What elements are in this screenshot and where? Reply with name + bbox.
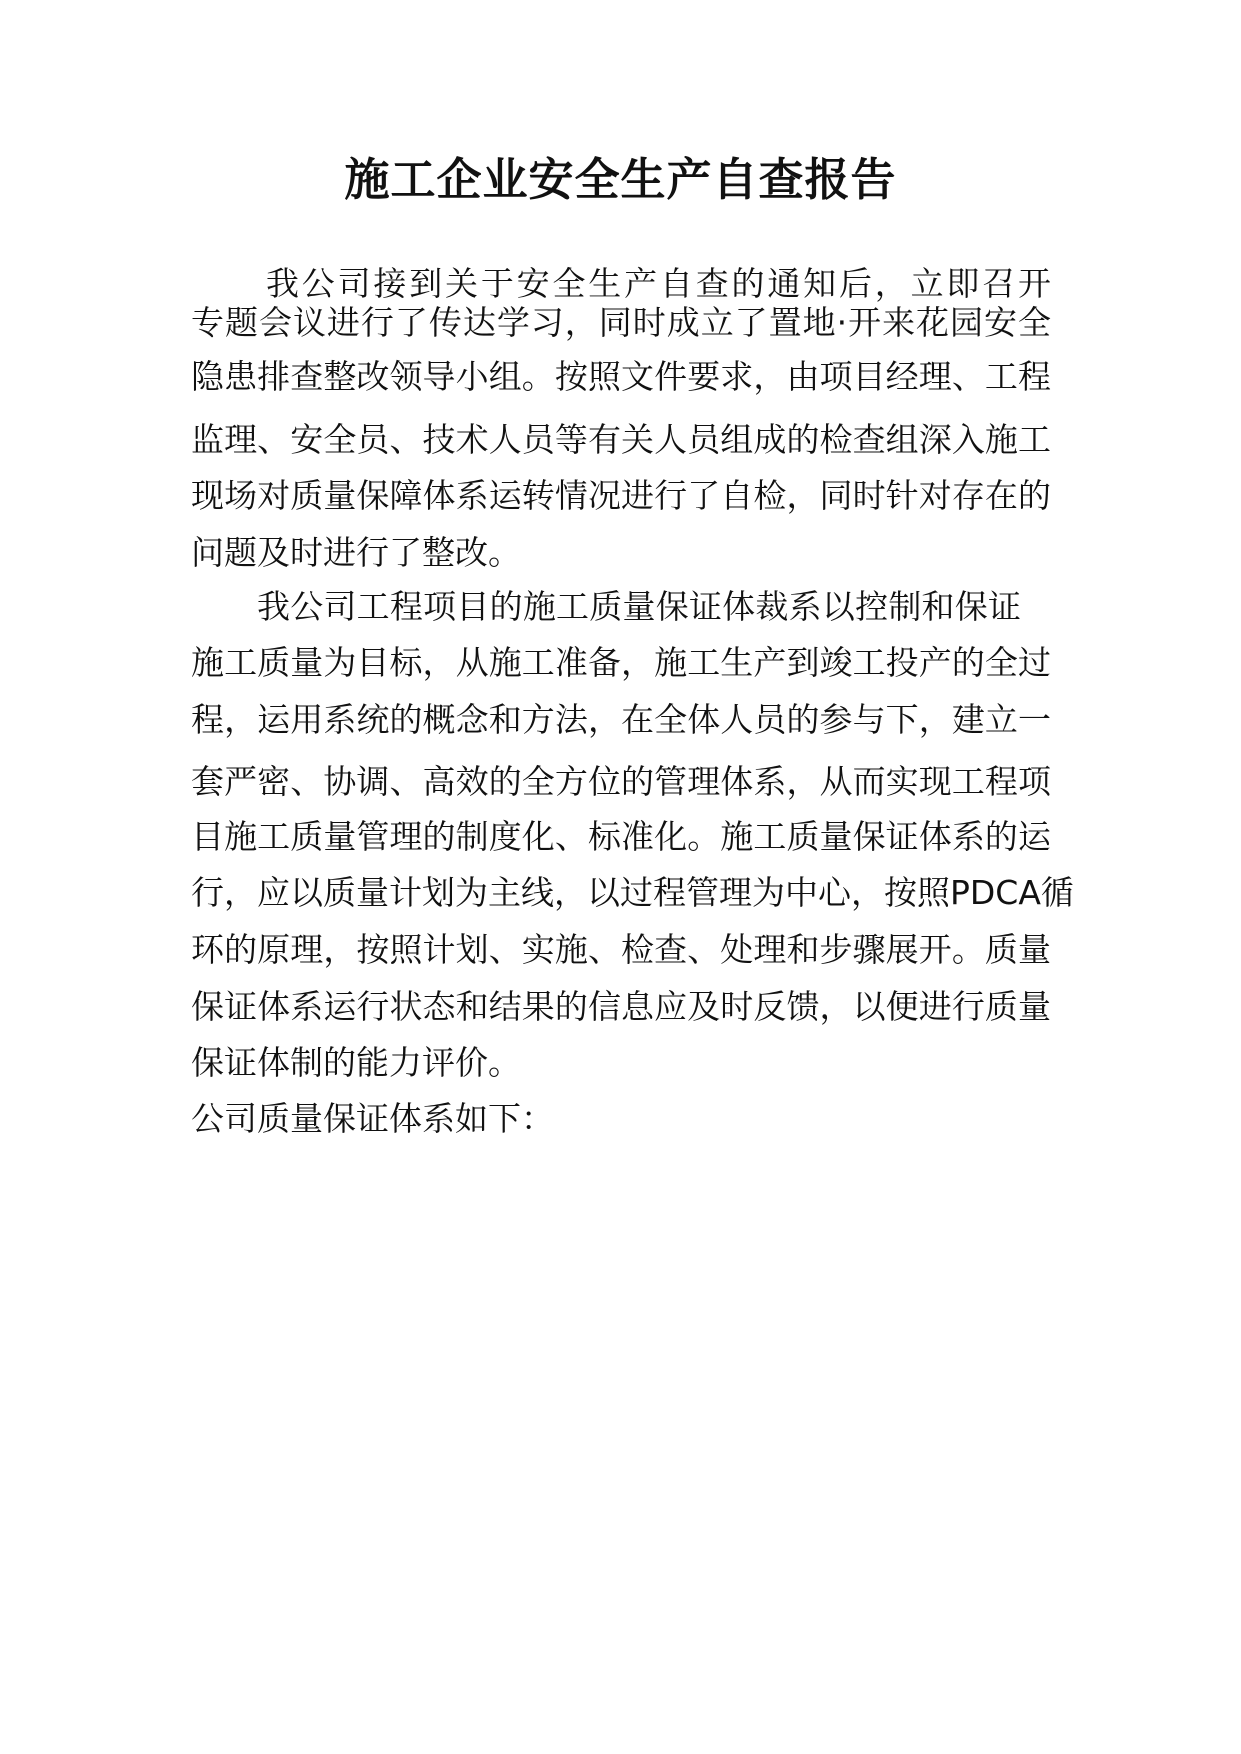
paragraph-2-line-9: 保证体制的能力评价。 (191, 1043, 521, 1082)
paragraph-2-line-3: 程，运用系统的概念和方法，在全体人员的参与下，建立一 (191, 700, 1051, 739)
paragraph-2-line-2: 施工质量为目标，从施工准备，施工生产到竣工投产的全过 (191, 643, 1051, 682)
paragraph-1-line-1: 我公司接到关于安全生产自查的通知后，立即召开 (266, 264, 1051, 303)
paragraph-2-line-6: 行，应以质量计划为主线，以过程管理为中心，按照PDCA循 (191, 873, 1074, 912)
paragraph-1-line-3: 隐患排查整改领导小组。按照文件要求，由项目经理、工程 (191, 357, 1051, 396)
paragraph-2-line-7: 环的原理，按照计划、实施、检查、处理和步骤展开。质量 (191, 930, 1051, 969)
paragraph-1-line-2: 专题会议进行了传达学习，同时成立了置地·开来花园安全 (191, 303, 1051, 342)
document-title: 施工企业安全生产自查报告 (344, 153, 897, 206)
paragraph-1-line-5: 现场对质量保障体系运转情况进行了自检，同时针对存在的 (191, 476, 1051, 515)
paragraph-2-line-1: 我公司工程项目的施工质量保证体裁系以控制和保证 (257, 587, 1021, 626)
paragraph-1-line-6: 问题及时进行了整改。 (191, 533, 521, 572)
paragraph-1-line-4: 监理、安全员、技术人员等有关人员组成的检查组深入施工 (191, 420, 1051, 459)
paragraph-2-line-4: 套严密、协调、高效的全方位的管理体系，从而实现工程项 (191, 762, 1051, 801)
closing-line: 公司质量保证体系如下： (191, 1099, 554, 1138)
paragraph-2-line-5: 目施工质量管理的制度化、标准化。施工质量保证体系的运 (191, 817, 1051, 856)
paragraph-2-line-8: 保证体系运行状态和结果的信息应及时反馈，以便进行质量 (191, 987, 1051, 1026)
